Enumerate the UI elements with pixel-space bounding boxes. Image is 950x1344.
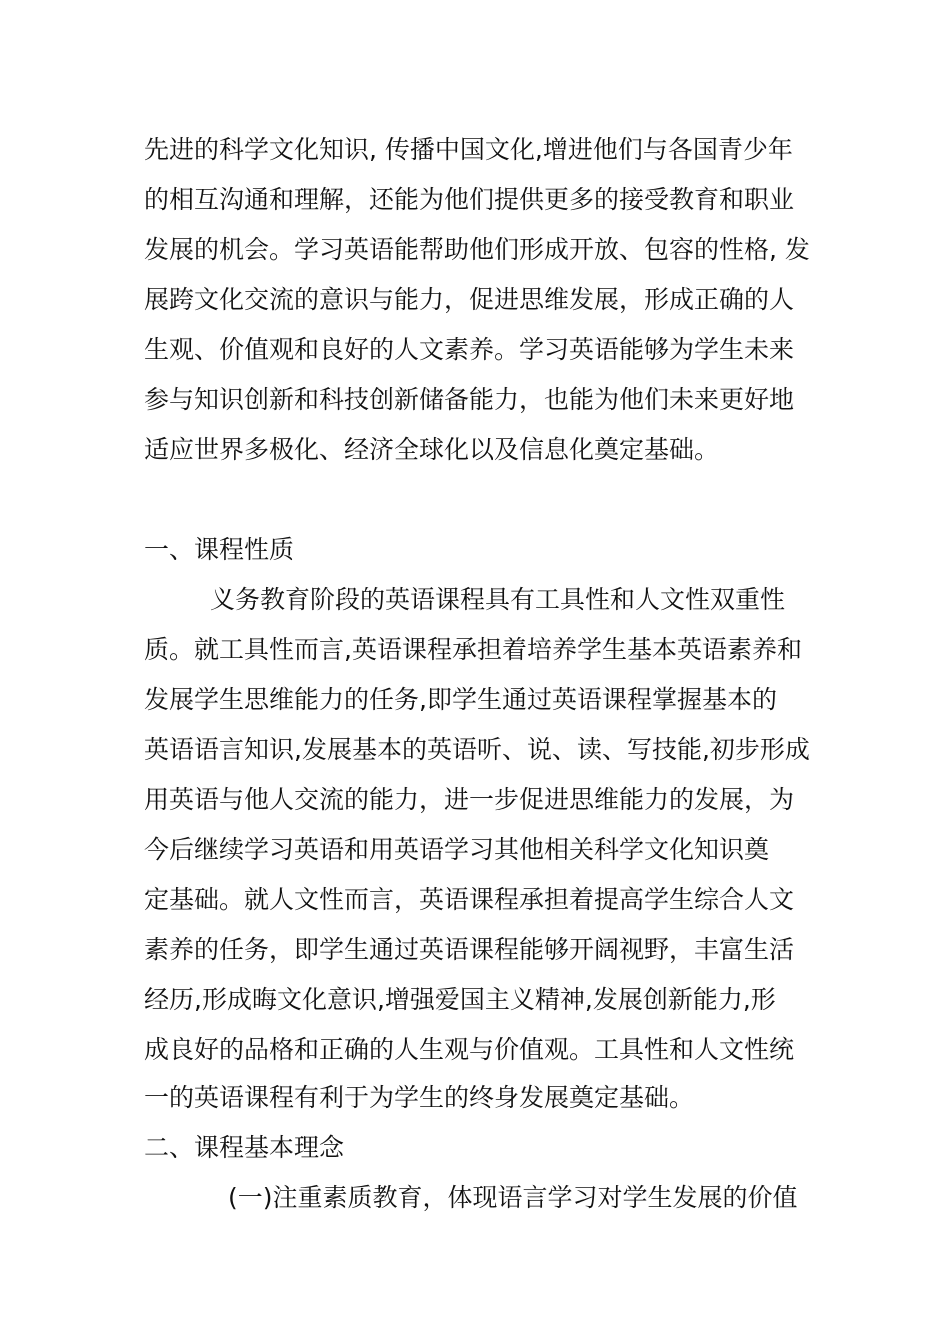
section-heading-1: 一、课程性质 (144, 535, 295, 564)
paragraph-line-15: 素养的任务，即学生通过英语课程能够开阔视野，丰富生活 (144, 935, 795, 964)
paragraph-line-9: 质。就工具性而言,英语课程承担着培养学生基本英语素养和 (144, 635, 802, 664)
paragraph-line-1: 先进的科学文化知识, 传播中国文化,增进他们与各国青少年 (144, 135, 793, 164)
paragraph-line-6: 参与知识创新和科技创新储备能力，也能为他们未来更好地 (144, 385, 795, 414)
paragraph-line-10: 发展学生思维能力的任务,即学生通过英语课程掌握基本的 (144, 685, 777, 714)
paragraph-line-11: 英语语言知识,发展基本的英语听、说、读、写技能,初步形成 (144, 735, 810, 764)
paragraph-line-13: 今后继续学习英语和用英语学习其他相关科学文化知识奠 (144, 835, 770, 864)
paragraph-line-2: 的相互沟通和理解，还能为他们提供更多的接受教育和职业 (144, 185, 795, 214)
paragraph-line-14: 定基础。就人文性而言，英语课程承担着提高学生综合人文 (144, 885, 795, 914)
paragraph-line-8: 义务教育阶段的英语课程具有工具性和人文性双重性 (210, 585, 786, 614)
paragraph-line-12: 用英语与他人交流的能力，进一步促进思维能力的发展，为 (144, 785, 795, 814)
paragraph-line-5: 生观、价值观和良好的人文素养。学习英语能够为学生未来 (144, 335, 795, 364)
paragraph-line-7: 适应世界多极化、经济全球化以及信息化奠定基础。 (144, 435, 720, 464)
section-heading-2: 二、课程基本理念 (144, 1133, 345, 1162)
subsection-heading-1: (一)注重素质教育，体现语言学习对学生发展的价值 (228, 1183, 798, 1212)
paragraph-line-16: 经历,形成晦文化意识,增强爱国主义精神,发展创新能力,形 (144, 985, 776, 1014)
paragraph-line-18: 一的英语课程有利于为学生的终身发展奠定基础。 (144, 1083, 695, 1112)
paragraph-line-3: 发展的机会。学习英语能帮助他们形成开放、包容的性格, 发 (144, 235, 810, 264)
paragraph-line-17: 成良好的品格和正确的人生观与价值观。工具性和人文性统 (144, 1035, 795, 1064)
paragraph-line-4: 展跨文化交流的意识与能力，促进思维发展，形成正确的人 (144, 285, 795, 314)
